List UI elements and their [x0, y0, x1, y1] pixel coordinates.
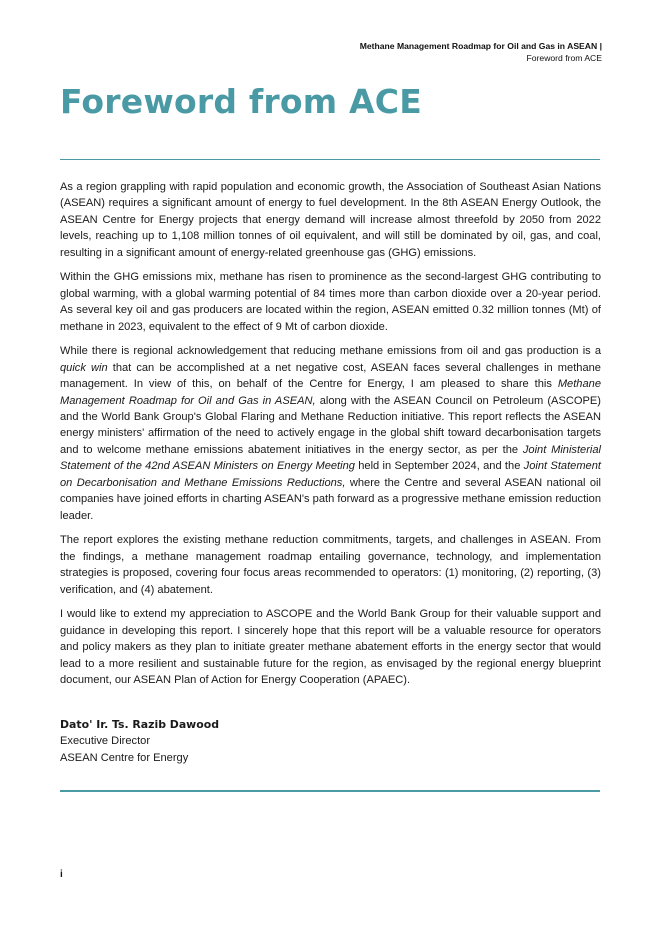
signatory-name: Dato' Ir. Ts. Razib Dawood [60, 718, 219, 731]
paragraph-5: I would like to extend my appreciation to ASCOPE and the World Bank Group for their valuable support and guidance in developing this report. I sincerely hope that this report will be a valuable resource for operators and policy makers as they plan to initiate greater methane abatement efforts in the energy sector that would lead to a more resilient and sustainable future for the region, as envisaged by the regional energy blueprint document, our ASEAN Plan of Action for Energy Cooperation (APAEC). [60, 608, 601, 686]
running-header [202, 40, 602, 64]
paragraph-3-text: along with the ASEAN Council on Petroleum (ASCOPE) and the World Bank Group's Global Flaring and Methane Reduction initiative. This report reflects the ASEAN energy ministers' affirmation of the need to actively engage in the global shift toward decarbonisation targets and to welcome methane emissions abatement initiatives in the energy sector, as per the [60, 394, 601, 456]
report-title-italic: Methane Management Roadmap for Oil and Gas in ASEAN, [60, 378, 601, 407]
foreword-body [60, 179, 601, 697]
page-number: i [60, 869, 63, 880]
signatory-role: Executive Director [60, 735, 151, 747]
paragraph-3 [60, 343, 601, 523]
paragraph-4: The report explores the existing methane reduction commitments, targets, and challenges in ASEAN. From the findings, a methane management roadmap entailing governance, technology, and implementation strategies is proposed, covering four focus areas recommended to operators: (1) monitoring, (2) reporting, (3) verification, and (4) abatement. [60, 534, 601, 596]
page-title: Foreword from ACE [60, 82, 422, 121]
paragraph-3-text: held in September 2024, and the [354, 460, 524, 473]
paragraph-3-text: that can be accomplished at a net negative cost, ASEAN faces several challenges in methane management. In view of this, on behalf of the Centre for Energy, I am pleased to share this [60, 361, 601, 391]
paragraph-3-text: While there is regional acknowledgement that reducing methane emissions from oil and gas production is a [60, 345, 601, 358]
paragraph-1: As a region grappling with rapid population and economic growth, the Association of Southeast Asian Nations (ASEAN) requires a significant amount of energy to fuel development. In the 8th ASEAN Energy Outlook, the ASEAN Centre for Energy projects that energy demand will increase almost threefold by 2050 from 2022 levels, reaching up to 1,108 million tonnes of oil equivalent, and will still be dominated by oil, gas, and coal, resulting in a significant amount of energy-related greenhouse gas (GHG) emissions. [60, 181, 601, 259]
signature-block [60, 716, 219, 767]
bottom-divider [60, 790, 600, 792]
header-section-title: Foreword from ACE [526, 53, 602, 63]
paragraph-2: Within the GHG emissions mix, methane has risen to prominence as the second-largest GHG contributing to global warming, with a global warming potential of 84 times more than carbon dioxide over a 20-year period. As several key oil and gas producers are located within the region, ASEAN emitted 0.32 million tonnes (Mt) of methane in 2023, equivalent to the effect of 9 Mt of carbon dioxide. [60, 271, 601, 333]
header-document-title: Methane Management Roadmap for Oil and Gas in ASEAN | [359, 41, 602, 51]
paragraph-3-text: where the Centre and several ASEAN national oil companies have joined efforts in charting ASEAN's path forward as a progressive methane emission reduction leader. [60, 476, 601, 522]
signatory-organization: ASEAN Centre for Energy [60, 752, 189, 764]
ministerial-statement-italic: Joint Ministerial Statement of the 42nd ASEAN Ministers on Energy Meeting [60, 443, 602, 473]
top-divider [60, 159, 600, 160]
emphasis-quick-win: quick win [60, 361, 108, 374]
joint-statement-italic: Joint Statement on Decarbonisation and Methane Emissions Reductions, [60, 460, 601, 489]
